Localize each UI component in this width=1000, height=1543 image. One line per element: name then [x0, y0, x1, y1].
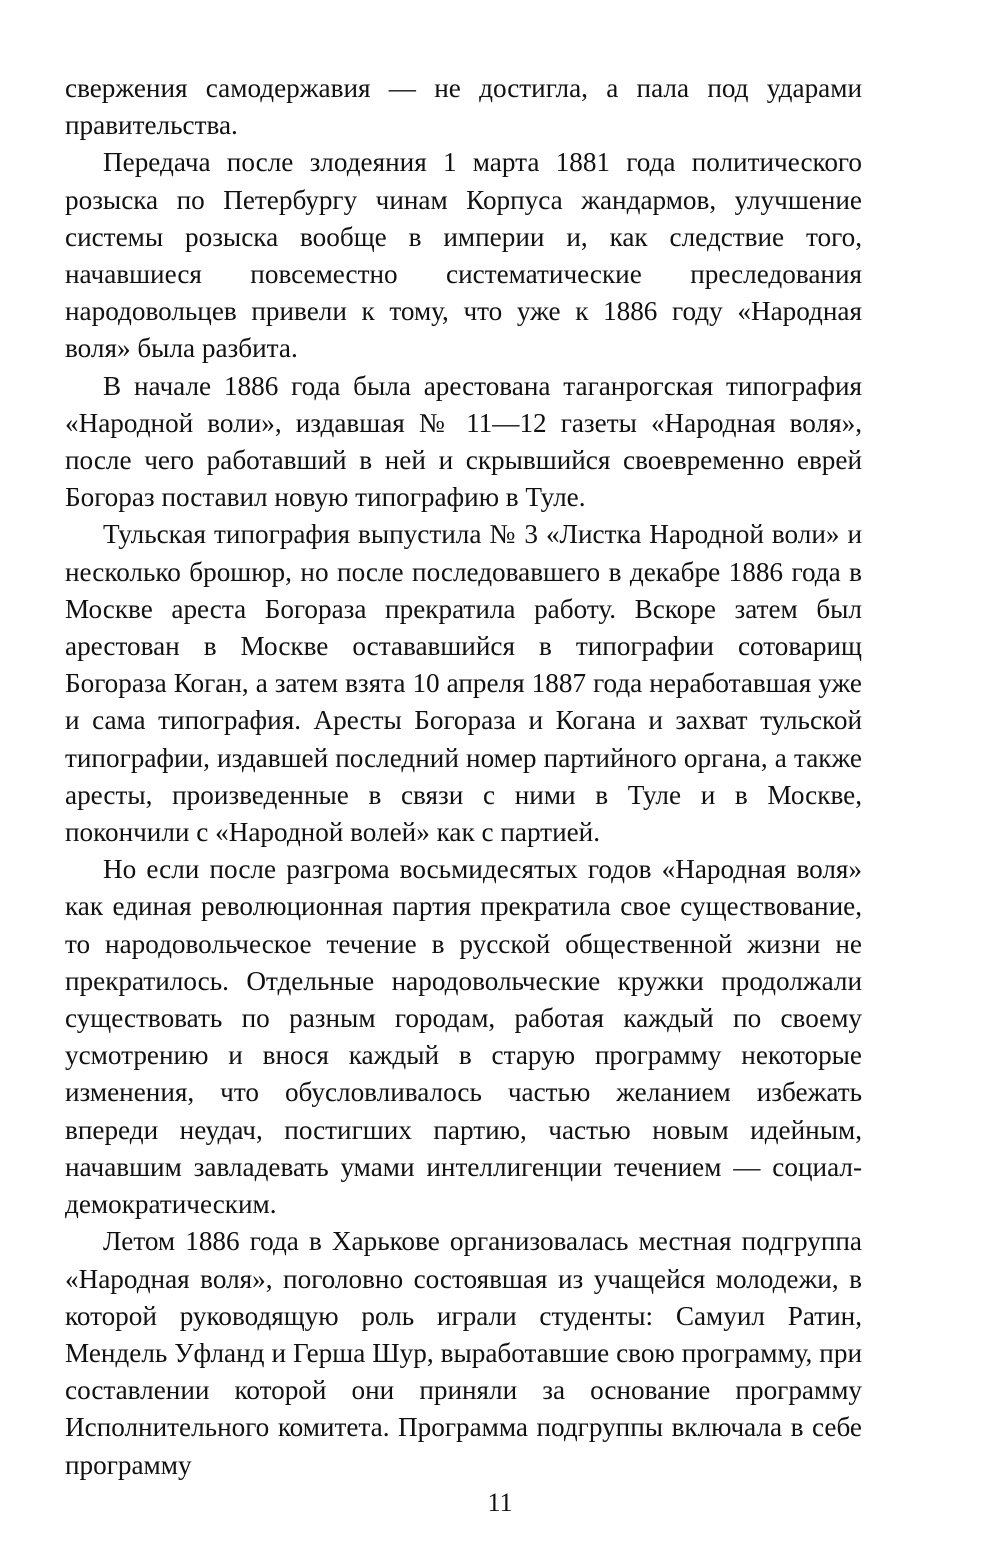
paragraph: Летом 1886 года в Харькове организовалась местная подгруппа «Народная воля», поголовно состоявшая из учащейся молодежи, в которой руководящую роль играли студенты: Самуил Ратин, Мендель Уфланд и Герша Шур, выработавшие свою программу, при составлении которой они приняли за основание программу Исполнительного комитета. Программа подгруппы включала в себе программу [65, 1226, 862, 1480]
body-text [65, 70, 862, 1484]
paragraph-continuation: свержения самодержавия — не достигла, а пала под ударами правительства. [65, 73, 862, 141]
paragraph: Тульская типография выпустила № 3 «Листка Народной воли» и несколько брошюр, но после последовавшего в декабре 1886 года в Москве ареста Богораза прекратила работу. Вскоре затем был арестован в Москве остававшийся в типографии сотоварищ Богораза Коган, а затем взята 10 апреля 1887 года неработавшая уже и сама типография. Аресты Богораза и Когана и захват тульской типографии, издавшей последний номер партийного органа, а также аресты, произведенные в связи с ними в Туле и в Москве, покончили с «Народной волей» как с партией. [65, 519, 862, 848]
paragraph: В начале 1886 года была арестована таганрогская типография «Народной воли», издавшая № 11—12 газеты «Народная воля», после чего работавший в ней и скрывшийся своевременно еврей Богораз поставил новую типографию в Туле. [65, 370, 862, 513]
page-number: 11 [487, 1488, 513, 1517]
paragraph: Передача после злодеяния 1 марта 1881 года политического розыска по Петербургу чинам Корпуса жандармов, улучшение системы розыска вообще в империи и, как следствие того, начавшиеся повсеместно систематические преследования народовольцев привели к тому, что уже к 1886 году «Народная воля» была разбита. [65, 147, 862, 364]
paragraph: Но если после разгрома восьмидесятых годов «Народная воля» как единая революционная партия прекратила свое существование, то народовольческое течение в русской общественной жизни не прекратилось. Отдельные народовольческие кружки продолжали существовать по разным городам, работая каждый по своему усмотрению и внося каждый в старую программу некоторые изменения, что обусловливалось частью желанием избежать впереди неудач, постигших партию, частью новым идейным, начавшим завладевать умами интеллигенции течением — социал-демократическим. [65, 854, 862, 1220]
